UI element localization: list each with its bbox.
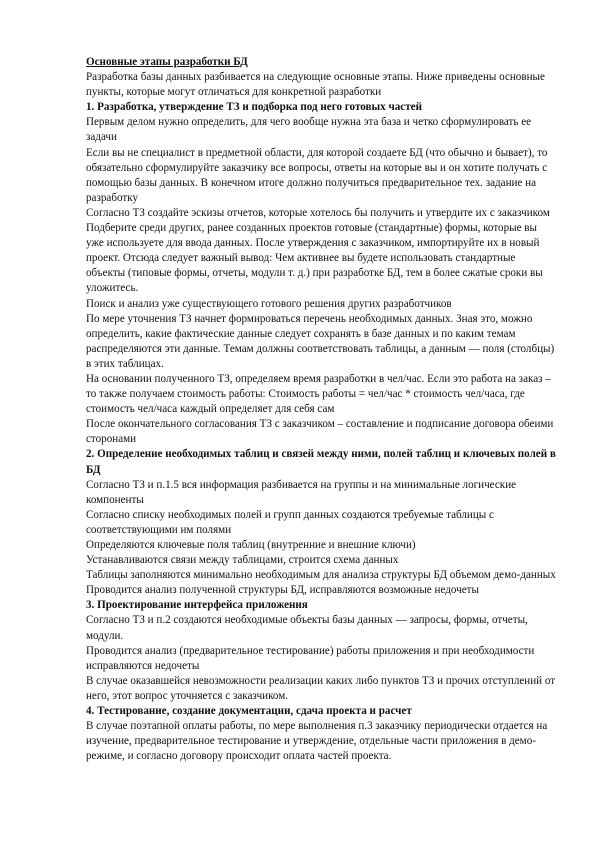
section-1-paragraph: Поиск и анализ уже существующего готового решения других разработчиков [86,297,452,310]
section-heading-1: 1. Разработка, утверждение ТЗ и подборка под него готовых частей [86,101,422,114]
section-1-paragraph: Первым делом нужно определить, для чего вообще нужна эта база и четко сформулировать ее задачи [86,116,532,144]
section-2-paragraph: Согласно списку необходимых полей и групп данных создаются требуемые таблицы с соответствующими им полями [86,508,494,536]
section-3-paragraph: В случае оказавшейся невозможности реализации каких либо пунктов ТЗ и прочих отступлений от него, этот вопрос уточняется с заказчиком. [86,674,556,702]
document-title: Основные этапы разработки БД [86,56,248,68]
section-2-paragraph: Согласно ТЗ и п.1.5 вся информация разбивается на группы и на минимальные логические компоненты [86,478,517,506]
section-1-paragraph: На основании полученного ТЗ, определяем время разработки в чел/час. Если это работа на заказ – то также получаем стоимость работы: Стоимость работы = чел/час * стоимость чел/часа, где стоимость чел/часа каждый определяет для себя сам [86,372,551,416]
section-2-paragraph: Таблицы заполняются минимально необходимым для анализа структуры БД объемом демо-данных [86,569,556,582]
section-heading-4: 4. Тестирование, создание документации, сдача проекта и расчет [86,705,412,718]
section-3-paragraph: Согласно ТЗ и п.2 создаются необходимые объекты базы данных — запросы, формы, отчеты, модули. [86,614,528,642]
intro-paragraph: Разработка базы данных разбивается на следующие основные этапы. Ниже приведены основные пункты, которые могут отличаться для конкретной разработки [86,71,545,99]
section-1-paragraph: После окончательного согласования ТЗ с заказчиком – составление и подписание договора обеими сторонами [86,418,554,446]
document-page [86,55,556,764]
section-1-paragraph: Подберите среди других, ранее созданных проектов готовые (стандартные) формы, которые вы уже используете для ввода данных. После утверждения с заказчиком, импортируйте их в новый проект. Отсюда следует важный вывод: Чем активнее вы будете использовать стандартные объекты (типовые формы, отчеты, модули т. д.) при разработке БД, тем в более сжатые сроки вы уложитесь. [86,222,543,295]
section-1-paragraph: По мере уточнения ТЗ начнет формироваться перечень необходимых данных. Зная это, можно определить, какие фактические данные следует сохранять в базе данных и по каким темам распределяются эти данные. Темам должны соответствовать таблицы, а данным — поля (столбцы) в этих таблицах. [86,312,555,370]
section-3-paragraph: Проводится анализ (предварительное тестирование) работы приложения и при необходимости исправляются недочеты [86,644,535,672]
section-4-paragraph: В случае поэтапной оплаты работы, по мере выполнения п.3 заказчику периодически отдается на изучение, предварительное тестирование и утверждение, отдельные части приложения в демо-режиме, и согласно договору происходит оплата частей проекта. [86,720,548,763]
section-1-paragraph: Согласно ТЗ создайте эскизы отчетов, которые хотелось бы получить и утвердите их с заказчиком [86,206,550,219]
section-heading-3: 3. Проектирование интерфейса приложения [86,599,308,612]
section-2-paragraph: Определяются ключевые поля таблиц (внутренние и внешние ключи) [86,539,416,551]
section-2-paragraph: Проводится анализ полученной структуры БД, исправляются возможные недочеты [86,584,479,597]
section-2-paragraph: Устанавливаются связи между таблицами, строится схема данных [86,554,399,567]
section-heading-2: 2. Определение необходимых таблиц и связей между ними, полей таблиц и ключевых полей в БД [86,448,556,476]
section-1-paragraph: Если вы не специалист в предметной области, для которой создаете БД (что обычно и бывает), то обязательно сформулируйте заказчику все вопросы, ответы на которые вы и он хотите получать с помощью базы данных. В конечном итоге должно получиться предварительное тех. задание на разработку [86,146,548,204]
